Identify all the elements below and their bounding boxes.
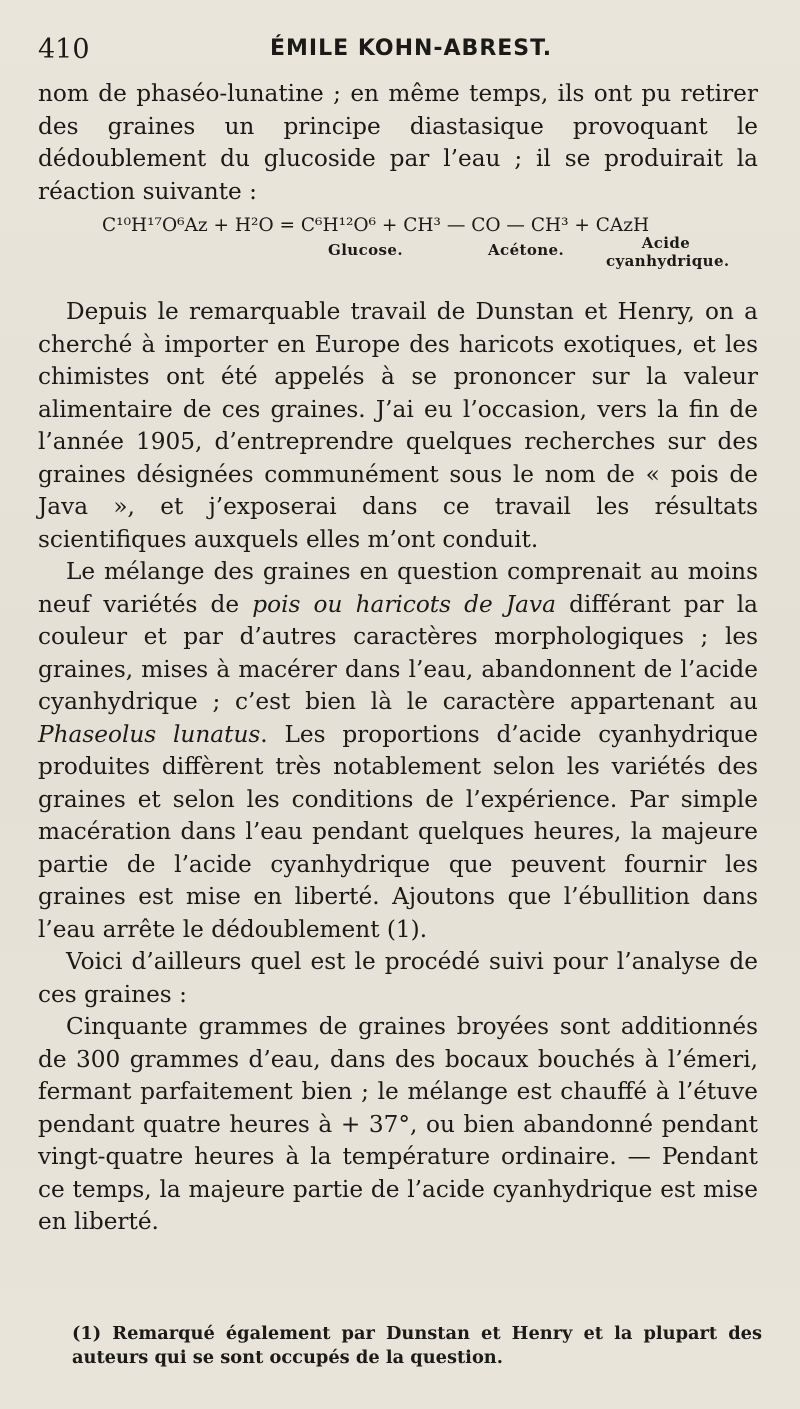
body-text — [38, 78, 758, 1239]
p2-text-c: . Les proportions d’acide cyanhydrique produites diffèrent très notablement selon les variétés des graines et selon les conditions de l’expérience. Par simple macération dans l’eau pendant quelques heures, la majeure partie de l’acide cyanhydrique que peuvent fournir les graines est mise en liberté. Ajoutons que l’ébullition dans l’eau arrête le dédoublement (1). — [38, 720, 758, 943]
paragraph-cinquante: Cinquante grammes de graines broyées sont additionnés de 300 grammes d’eau, dans des bocaux bouchés à l’émeri, fermant parfaitement bien ; le mélange est chauffé à l’étuve pendant quatre heures à + 37°, ou bien abandonné pendant vingt-quatre heures à la température ordinaire. — Pendant ce temps, la majeure partie de l’acide cyanhydrique est mise en liberté. — [38, 1013, 758, 1235]
page-number: 410 — [38, 34, 90, 65]
paragraph-dunstan: Depuis le remarquable travail de Dunstan et Henry, on a cherché à importer en Europe des haricots exotiques, et les chimistes ont été appelés à se prononcer sur la valeur alimentaire de ces graines. J’ai eu l’occasion, vers la fin de l’année 1905, d’entreprendre quelques recherches sur des graines désignées communément sous le nom de « pois de Java », et j’exposerai dans ce travail les résultats scientifiques auxquels elles m’ont conduit. — [38, 298, 758, 553]
formula-equation: C¹⁰H¹⁷O⁶Az + H²O = C⁶H¹²O⁶ + CH³ — CO — CH³ + CAzH — [102, 215, 650, 236]
label-glucose: Glucose. — [328, 241, 403, 259]
label-cyanhydrique: cyanhydrique. — [606, 252, 730, 270]
paragraph-melange — [38, 556, 758, 946]
page-header — [38, 32, 758, 72]
intro-paragraph: nom de phaséo-lunatine ; en même temps, ils ont pu retirer des graines un principe diastasique provoquant le dédoublement du glucoside par l’eau ; il se produirait la réaction suivante : — [38, 80, 758, 205]
p2-text-a: Le mélange des graines en question comprenait au moins neuf variétés de — [38, 558, 758, 618]
p2-italic-pois: pois ou haricots de Java — [252, 590, 556, 618]
p2-italic-phaseolus: Phaseolus lunatus — [38, 720, 261, 748]
running-head: ÉMILE KOHN-ABREST. — [270, 36, 553, 61]
footnote: (1) Remarqué également par Dunstan et Henry et la plupart des auteurs qui se sont occupés de la question. — [72, 1323, 762, 1368]
paragraph-procede: Voici d’ailleurs quel est le procédé suivi pour l’analyse de ces graines : — [38, 948, 758, 1008]
label-acide: Acide — [641, 234, 691, 252]
p2-text-b: différant par la couleur et par d’autres caractères morphologiques ; les graines, mises à macérer dans l’eau, abandonnent de l’acide cyanhydrique ; c’est bien là le caractère appartenant au — [38, 590, 758, 715]
label-acetone: Acétone. — [488, 241, 565, 259]
label-acide-cyanhydrique — [606, 234, 730, 270]
reaction-formula — [38, 210, 758, 282]
